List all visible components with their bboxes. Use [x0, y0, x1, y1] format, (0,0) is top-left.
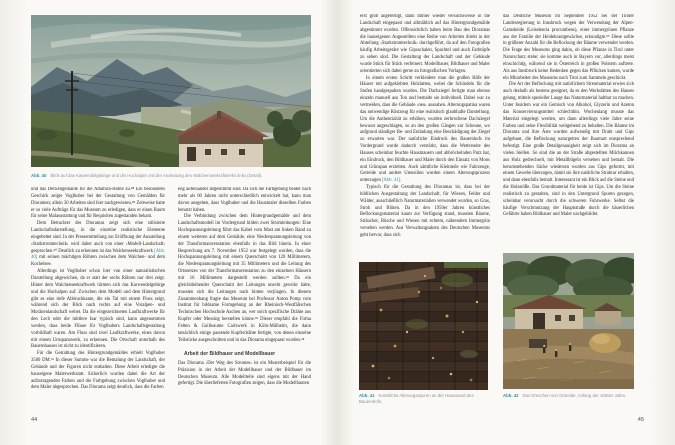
inline-figure-reference: [Abb. 41] [382, 178, 401, 184]
figure-40-caption-text: Blick auf das Karwendelgebirge und die Hochalpen mit der Andeutung des Walchenseekraftwerks links (Detail). [50, 173, 263, 178]
body-paragraph: Die Art der Beflockung mit natürlichem Streumaterial erwies sich auch deshalb als bestens geeignet, da es den Werkstätten des Hauses gelang, mittels spezieller Lauge das Naturmaterial haltbar zu machen. Unter Insidern war ein Gemisch von Alkohol, Glyzerin und Azeton das Konservierungsmittel schlechthin. Wochenlang musste das Material eingelegt werden, um dann allerdings viele Jahre seine Farben und seine Flexibilität weitgehend zu behalten. Die Bäume im Diorama und ihre Äste wurden aufwendig mit Draht und Gips aufgebaut, die Beflockung naturgetreu der Baumart entsprechend befestigt. Eine große Detailgenauigkeit zeigt sich im Diorama an vielen Stellen. So sind die an der Straße abgestellten Milchkannen aus Holz gedrechselt, mit Metallbügeln versehen und bemalt. Die herumstehenden Säcke wiederum wurden aus Gips geformt, mit einem Gewebe überzogen, damit sie ihre natürliche Struktur erhalten, und dann ebenfalls bemalt. Interessant ist ein Blick auf die Steine und die Holzstöße. Das Grundmaterial für beide ist Gips. Um die Steine realistisch zu gestalten, sind in den Untergrund Spuren gezogen, scheinbar verursacht durch die schweren Fuhrwerke. Selbst die häufige Verschmutzung der Hauptstraße durch die bäuerlichen Gefährte haben Bildhauer und Maler nachgebildet. [503, 82, 634, 218]
body-paragraph: und das Deckengemälde für die Altamira-Höhle zu.⁸⁸ Ein besonderes Geschick zeigte Voglhuber bei der Gestaltung von Gemälden für Dioramen; allein 30 Arbeiten sind hier nachgewiesen.⁸⁹ Zeitweise hatte er so viele Aufträge für das Museum zu erledigen, dass er einen Raum für seine Malausstattung und für Requisiten zugestanden bekam. [31, 187, 165, 220]
body-paragraph: erst grob angefertigt, dann immer wieder versuchsweise in die Landschaft eingepasst und allmählich auf das Hintergrundgemälde abgestimmt wurden. Offensichtlich haben beim Bau des Dioramas die hauseigenen Angestellten eine Reihe von Arbeiten direkt in der Abteilung ›Starkstromtechnik‹ durchgeführt, da auf den Fotografien häufig Arbeitsgeräte wie Gipsschalen, Spachtel und auch Farbtöpfe zu sehen sind. Die Gestaltung der Landschaft und der Gebäude wurde Stück für Stück verfeinert. Modellbauer, Bildhauer und Maler orientierten sich dabei gerne an fotografischen Vorlagen. [360, 14, 490, 74]
body-paragraph: Allerdings ist Voglhuber schon hier von einer naturalistischen Darstellung abgewichen, da er statt der sechs Röhren nur drei zeigt. Hinter dem Walchenseekraftwerk türmen sich das Karwendelgebirge und die Hochalpen auf. Zwischen dem Modell und dem Hintergrund gibt es eine tiefe Abbruchkante, die ein Tal mit einem Fluss zeigt, während sich der Blick nach rechts auf eine Voralpen- und Moränenlandschaft weitet. Da die eingezeichneten Laufkraftwerke für den Lech oder die mittlere Isar typisch sind, kann angenommen werden, dass beide Flüsse für Voglhubers Landschaftsgestaltung vorbildhaft waren. Am Fluss sind zwei Laufkraftwerke, eines davon mit einem Umspannwerk, zu erkennen. Die Ortschaft unterhalb des Bauernhauses ist nicht zu identifizieren. [31, 269, 165, 350]
figure-41-label: Abb. 41 [359, 393, 375, 398]
figure-42-threshing-photo [503, 253, 634, 389]
shingle-wall-illustration [359, 262, 488, 390]
figure-41-caption-text: Künstliche Alterungsspuren an der Hauswand des Bauernhofs. [359, 393, 474, 404]
body-paragraph: Das Diorama ›Der Weg des Stromes‹ ist ein Musterbeispiel für die Präzision in der Arbeit der Modellbauer und der Bildhauer im Deutschen Museum. Alle Modellteile sind eigens mit der Hand gefertigt. Die überlieferten Fotografien zeigen, dass die Modellbauten [178, 360, 311, 387]
section-heading: Arbeit der Bildhauer und Modellbauer [184, 351, 276, 358]
diorama-landscape-illustration [31, 15, 311, 167]
body-paragraph: das Deutsche Museum im September 1952 bei der Tiroler Landesregierung in Innsbruck wegen der Verwendung der Alpen-Gamsheide (Loiseleuria procumbens), einer immergrünen Pflanze aus der Familie der Heidekrautgewächse, erkundigte.⁹⁵ Diese sollte in größerer Anzahl für die Beflockung der Bäume verwendet werden. Die Frage des Museums ging dahin, ob diese Pflanze in Tirol unter Naturschutz stehe; sie komme auch in Bayern vor, allerdings meist einschichtig, während sie in Österreich in großen Polstern auftrete. Als aus Innsbruck keine Bedenken gegen das Pflücken kamen, wurde ein Mitarbeiter des Museums nach Tirol zum Sammeln geschickt. [503, 14, 634, 81]
body-paragraph: In einem ersten Schritt verkleidete man die großen Höfe der Häuser mit aufgeklebten Holzlatten, wobei die Schindeln für die Stufen handgespalten wurden. Die Dachziegel fertigte man ebenso einzeln manuell aus Ton und bemalte sie individuell. Dabei war zu vermeiden, dass die Gebäude ›neu‹ aussahen. Alterungspatina waren das notwendige Rüstzeug für eine realistisch glaubhafte Darstellung. Um die Authentizität zu erhöhen, wurden zerbrochene Dachziegel bewusst angeschlagen, so an den großen Gängen zur Scheune, wo aufgrund ständiger Be- und Entladung eine Beschädigung der Ziegel zu erwarten war. Der natürliche Eindruck des Bauernhofs im Vordergrund wurde dadurch verstärkt, dass die Wetterseite des Hauses scheinbar feuchte Hausmauern und abbröckelnden Putz hat, ein Eindruck, den Bildhauer und Maler durch den Einsatz von Moos und Grünspan erzielten. Auch sämtliche Kleinteile wie Fahrzeuge, Getreide und andere Utensilien wurden einem Alterungsprozess unterzogen [Abb. 41]. [360, 75, 490, 184]
body-paragraph: eng aufeinander abgestimmt sind. Da sich die Farbgebung beider nach mehr als 60 Jahren nicht unterschiedlich entwickelt hat, kann man davon ausgehen, dass Voglhuber und die Hausmaler dieselben Farben benutzt haben. [178, 187, 311, 213]
figure-41-caption [359, 393, 479, 404]
left-page-column-2 [178, 187, 311, 429]
right-page-column-2 [503, 14, 634, 248]
body-paragraph: Für die Gestaltung des Hintergrundgemäldes erhielt Voglhuber 3500 DM.⁹¹ In dieser Summe war die Bemalung der Landschaft, der Gebäude und der Figuren nicht enthalten. Diese Arbeit erledigte die hauseigene Malerwerkstatt. Sicherlich wurden dabei die Art der aufzutragenden Farben und die Farbgebung zwischen Voglhuber und dem Maler abgesprochen. Das Diorama zeigt deutlich, dass die Farben [31, 351, 165, 391]
body-paragraph: Typisch für die Gestaltung des Dioramas ist, dass bei der bildlichen Ausgestaltung der Landschaft, für Wiesen, Felder und Wälder, ausschließlich Naturmaterialien verwendet wurden, so Gras, Stroh und Blüten. Da in den 1950er Jahren künstliches Beflockungsmaterial kaum zur Verfügung stand, mussten Bäume, Sträucher, Büsche und Wiesen mit echtem, nährendem Immergrün versehen werden. Aus Verwaltungsakten des Deutschen Museums geht hervor, dass sich [360, 185, 490, 238]
body-paragraph: Die Verbindung zwischen dem Hintergrundgemälde und dem Landschaftsmodell im Vordergrund bilden zwei Stromleitungen: Eine Hochspannungsleitung führt das Kabel vom Mast am linken Rand zu einem weiteren auf dem Gemälde, eine Niederspannungsleitung von der Transformatorenstation ebenfalls in das Bild hinein. In einer Besprechung am 7. November 1952 war festgelegt worden, dass die Hochspannungsleitung mit einem Querschnitt von 120 Millimetern, die Niederspannungsleitung mit 35 Millimetern und die Leitung des Ortsnetzes von der Transformatorenstation zu den einzelnen Häusern mit 16 Millimetern dargestellt werden sollten.⁹² Da ein gleichbleibender Querschnitt der Leitungen unecht gewirkt hätte, mussten sich die Leitungen nach hinten verjüngen. In diesem Zusammenhang fragte das Museum bei Professor Anton Pomp vom Institut für bildsame Formgebung an der Rheinisch-Westfälischen Technischen Hochschule Aachen an, wer solch spezifische Drähte aus Kupfer oder Messing herstellen könne.⁹³ Dieser empfahl die Firma Felten & Guilleaume Carlswerk in Köln-Mülheim, die dann tatsächlich einige passende Kupferdrähte fertigte, von denen einzelne Teilstücke ausgeschnitten und in das Diorama eingepasst wurden.⁹⁴ [178, 214, 311, 343]
figure-42-caption-text: Das Dreschen von Getreide, Anfang der 1950er Jahre. [522, 393, 627, 398]
left-page-column-1 [31, 187, 165, 415]
page-number-right: 45 [637, 417, 644, 423]
figure-42-caption [503, 393, 663, 399]
figure-40-label: Abb. 40 [31, 173, 47, 178]
body-paragraph: Dem Betrachter des Dioramas zeigt sich eine stilisierte Landschaftsdarstellung, in die einzelne realistische Elemente eingebettet sind. In der Pressemitteilung zur Eröffnung der Ausstellung ›Starkstromtechnik‹ wird daher auch von einer ›Modell-Landschaft‹ gesprochen.⁹⁰ Deutlich zu erkennen ist das Walchenseekraftwerk [Abb. 40] mit seinen mächtigen Röhren zwischen dem Walchen- und dem Kochelsee. [31, 221, 165, 268]
inline-figure-reference: [Abb. 40] [31, 248, 165, 261]
figure-40-diorama-photo [31, 15, 311, 167]
figure-42-label: Abb. 42 [503, 393, 519, 398]
threshing-scene-illustration [503, 253, 634, 389]
page-number-left: 44 [31, 417, 38, 423]
right-page-column-1 [360, 14, 490, 258]
figure-41-aging-photo [359, 262, 488, 390]
figure-40-caption [31, 173, 311, 179]
